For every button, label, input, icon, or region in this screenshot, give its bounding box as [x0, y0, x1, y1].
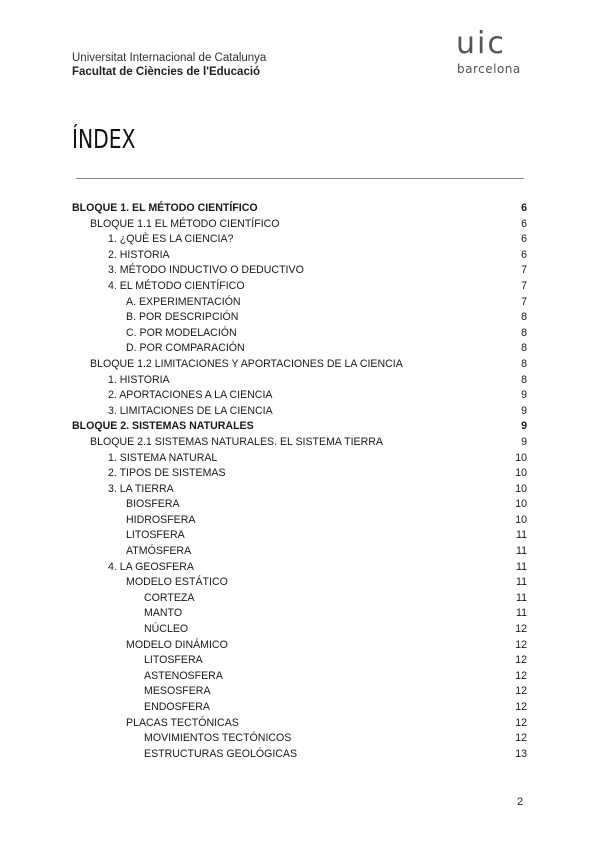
toc-entry-label: BLOQUE 2. SISTEMAS NATURALES: [72, 420, 254, 433]
toc-entry[interactable]: [72, 341, 527, 357]
toc-entry-label: MOVIMIENTOS TECTÓNICOS: [144, 732, 292, 745]
toc-entry[interactable]: [72, 575, 527, 591]
toc-entry-label: 1. HISTORIA: [108, 373, 170, 386]
page-number: 2: [517, 796, 524, 808]
toc-entry-page: 8: [521, 326, 527, 339]
toc-entry[interactable]: [72, 451, 527, 467]
toc-entry-page: 11: [516, 591, 527, 604]
toc-entry-label: MANTO: [144, 607, 183, 620]
toc-entry[interactable]: [72, 435, 527, 451]
toc-entry[interactable]: [72, 497, 527, 513]
toc-entry-label: 1. ¿QUÈ ES LA CIENCIA?: [108, 233, 234, 246]
toc-entry-label: MODELO DINÁMICO: [126, 638, 228, 651]
toc-entry-page: 9: [521, 420, 527, 433]
toc-entry-page: 13: [515, 747, 527, 760]
toc-entry[interactable]: [72, 669, 527, 685]
toc-entry-label: A. EXPERIMENTACIÓN: [126, 295, 241, 308]
toc-entry-label: 2. HISTORIA: [108, 248, 170, 261]
toc-entry-page: 10: [515, 498, 527, 511]
toc-entry-label: BLOQUE 1. EL MÉTODO CIENTÍFICO: [72, 202, 258, 214]
toc-entry[interactable]: [72, 232, 527, 248]
toc-entry[interactable]: [72, 295, 527, 311]
toc-entry-page: 10: [515, 467, 527, 480]
toc-entry-label: 4. LA GEOSFERA: [108, 560, 194, 573]
toc-entry-page: 12: [515, 685, 527, 698]
title-divider: [76, 178, 524, 179]
toc-entry-page: 9: [521, 404, 527, 417]
toc-entry-page: 8: [521, 342, 527, 355]
toc-entry-page: 8: [521, 357, 527, 370]
toc-entry-page: 9: [521, 389, 527, 402]
toc-entry[interactable]: [72, 731, 527, 747]
table-of-contents: [72, 201, 527, 762]
logo-subtitle: barcelona: [457, 62, 521, 76]
toc-entry[interactable]: [72, 466, 527, 482]
toc-entry-label: HIDROSFERA: [126, 513, 196, 526]
toc-entry[interactable]: [72, 201, 527, 217]
toc-entry-page: 6: [521, 202, 527, 214]
toc-entry-page: 12: [515, 669, 527, 682]
toc-entry-label: NÚCLEO: [144, 623, 189, 636]
toc-entry-label: BIOSFERA: [126, 498, 180, 511]
toc-entry-label: ASTENOSFERA: [144, 669, 223, 682]
toc-entry-page: 12: [515, 654, 527, 667]
toc-entry[interactable]: [72, 716, 527, 732]
toc-entry-label: BLOQUE 1.1 EL MÉTODO CIENTÍFICO: [90, 217, 280, 230]
toc-entry[interactable]: [72, 528, 527, 544]
toc-entry-label: LITOSFERA: [126, 529, 185, 542]
toc-entry-label: ESTRUCTURAS GEOLÓGICAS: [144, 747, 298, 760]
toc-entry-label: PLACAS TECTÓNICAS: [126, 716, 239, 729]
toc-entry-label: 3. MÉTODO INDUCTIVO O DEDUCTIVO: [108, 264, 304, 277]
toc-entry-label: 3. LIMITACIONES DE LA CIENCIA: [108, 404, 273, 417]
toc-entry-page: 6: [521, 233, 527, 246]
toc-entry[interactable]: [72, 684, 527, 700]
toc-entry[interactable]: [72, 700, 527, 716]
toc-entry[interactable]: [72, 326, 527, 342]
toc-entry-page: 8: [521, 373, 527, 386]
toc-entry[interactable]: [72, 482, 527, 498]
toc-entry-label: MODELO ESTÁTICO: [126, 576, 228, 589]
toc-entry-page: 11: [516, 529, 527, 542]
toc-entry-page: 7: [521, 295, 527, 308]
toc-entry-label: B. POR DESCRIPCIÓN: [126, 311, 239, 324]
document-header: [72, 51, 266, 79]
toc-entry-label: MESOSFERA: [144, 685, 211, 698]
toc-entry-page: 11: [516, 545, 527, 558]
toc-entry[interactable]: [72, 373, 527, 389]
toc-entry-page: 7: [521, 279, 527, 292]
toc-entry[interactable]: [72, 357, 527, 373]
toc-entry-label: 2. APORTACIONES A LA CIENCIA: [108, 389, 273, 402]
toc-entry-label: ENDOSFERA: [144, 701, 210, 713]
toc-entry-label: LITOSFERA: [144, 654, 203, 667]
page-title: ÍNDEX: [72, 125, 136, 155]
toc-entry-page: 11: [516, 560, 527, 573]
toc-entry[interactable]: [72, 419, 527, 435]
toc-entry[interactable]: [72, 310, 527, 326]
toc-entry-page: 11: [516, 607, 527, 620]
toc-entry-page: 8: [521, 311, 527, 324]
toc-entry[interactable]: [72, 591, 527, 607]
logo-wordmark: uic: [456, 26, 506, 61]
toc-entry-label: 4. EL MÉTODO CIENTÍFICO: [108, 279, 245, 292]
toc-entry[interactable]: [72, 248, 527, 264]
toc-entry-page: 12: [515, 716, 527, 729]
toc-entry[interactable]: [72, 653, 527, 669]
toc-entry-page: 6: [521, 248, 527, 261]
toc-entry-label: 3. LA TIERRA: [108, 482, 174, 495]
toc-entry[interactable]: [72, 388, 527, 404]
toc-entry-label: ATMÓSFERA: [126, 545, 192, 558]
toc-entry-label: CORTEZA: [144, 591, 195, 604]
toc-entry[interactable]: [72, 217, 527, 233]
toc-entry-label: BLOQUE 2.1 SISTEMAS NATURALES. EL SISTEMA TIERRA: [90, 435, 383, 448]
toc-entry[interactable]: [72, 560, 527, 576]
toc-entry-page: 7: [521, 264, 527, 277]
toc-entry-page: 10: [515, 513, 527, 526]
toc-entry-page: 10: [515, 482, 527, 495]
toc-entry[interactable]: [72, 279, 527, 295]
toc-entry[interactable]: [72, 263, 527, 279]
toc-entry-label: D. POR COMPARACIÓN: [126, 342, 245, 355]
toc-entry-label: C. POR MODELACIÓN: [126, 326, 237, 339]
toc-entry-page: 12: [515, 638, 527, 651]
toc-entry-page: 12: [515, 623, 527, 636]
toc-entry-label: BLOQUE 1.2 LIMITACIONES Y APORTACIONES DE LA CIENCIA: [90, 357, 403, 370]
toc-entry[interactable]: [72, 544, 527, 560]
toc-entry[interactable]: [72, 404, 527, 420]
toc-entry-page: 9: [521, 435, 527, 448]
toc-entry-page: 12: [515, 701, 527, 713]
university-name: Universitat Internacional de Catalunya: [72, 52, 267, 64]
toc-entry[interactable]: [72, 747, 527, 763]
toc-entry-page: 12: [515, 732, 527, 745]
toc-entry[interactable]: [72, 513, 527, 529]
toc-entry[interactable]: [72, 622, 527, 638]
toc-entry-page: 6: [521, 217, 527, 230]
uic-logo: [456, 28, 526, 78]
toc-entry-page: 11: [516, 576, 527, 589]
faculty-name: Facultat de Ciències de l'Educació: [72, 66, 261, 78]
toc-entry[interactable]: [72, 606, 527, 622]
toc-entry-label: 2. TIPOS DE SISTEMAS: [108, 467, 226, 480]
toc-entry[interactable]: [72, 638, 527, 654]
toc-entry-page: 10: [515, 451, 527, 464]
toc-entry-label: 1. SISTEMA NATURAL: [108, 451, 218, 464]
